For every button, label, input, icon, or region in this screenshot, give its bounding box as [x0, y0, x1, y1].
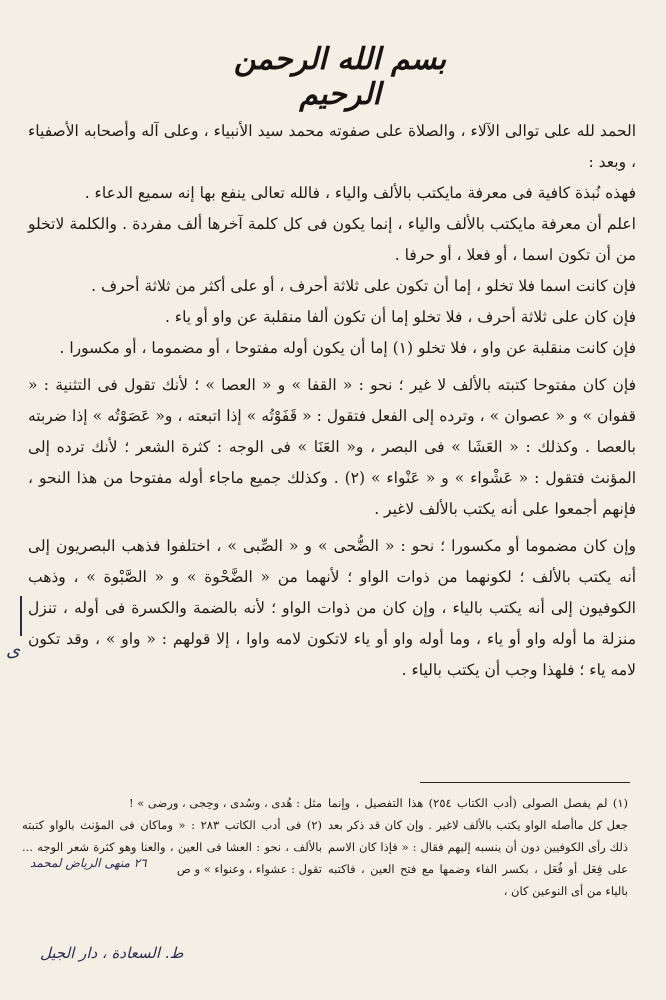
paragraph-damm-kasr: وإن كان مضموما أو مكسورا ؛ نحو : « الضُّحى » و « الصِّبى » ، اختلفوا فذهب البصريون إلى أنه يكتب بالألف ؛ لكونهما من ذوات الواو ؛ لأنهما من « الضَّحْوة » و « الصَّبْوة » ، وذهب الكوفيون إلى أنه يكتب بالياء ، وإن كان من ذوات الواو ؛ لأنه بالضمة والكسرة فى أوله ، تنزل منزلة ما أوله واو أو ياء ، وما أوله واو أو ياء لاتكون لامه واوا ، إلا قولهم : « واو » ، وقد تكون لامه ياء ؛ فلهذا وجب أن يكتب بالياء .: [28, 537, 636, 679]
paragraph-waw-origin: فإن كانت منقلبة عن واو ، فلا تخلو (١) إما أن يكون أوله مفتوحا ، أو مضموما ، أو مكسورا .: [59, 339, 636, 357]
paragraph-three-letters: فإن كان على ثلاثة أحرف ، فلا تخلو إما أن تكون ألفا منقلبة عن واو أو ياء .: [164, 308, 636, 326]
paragraph-purpose: فهذه نُبذة كافية فى معرفة مايكتب بالألف والياء ، فالله تعالى ينفع بها إنه سميع الدعاء .: [84, 184, 636, 202]
handwritten-reference-note: ٢٦ منهى الرياض لمحمد: [30, 856, 147, 870]
footnotes-right-column: [328, 792, 628, 902]
paragraph-fath: فإن كان مفتوحا كتبته بالألف لا غير ؛ نحو : « القفا » و « العصا » ؛ لأنك تقول فى التثنية : « قفوان » و « عصوان » ، وترده إلى الفعل فتقول : « قَفَوْتُه » إذا اتبعته ، و« عَصَوْتُه » إذا ضربته بالعصا . وكذلك : « العَشَا » فى البصر ، و« العَنَا » فى الوجه : كثرة الشعر ؛ لأنك ترده إلى المؤنث فتقول : « عَشْواء » و « عَنْواء » (٢) . وكذلك جميع ماجاء أوله مفتوحا من هذا النحو ، فإنهم أجمعوا على أنه يكتب بالألف لاغير .: [28, 376, 637, 518]
basmala-heading: بسم الله الرحمن الرحيم: [233, 42, 447, 112]
handwritten-bracket-mark: [20, 596, 36, 636]
footnote-1: (١) لم يفصل الصولى (أدب الكتاب ٢٥٤) هذا التفصيل ، وإنما جعل كل ماأصله الواو يكتب بالألف لاغير . وإن كان قد ذكر بعد ذلك رأى الكوفيين دون أن ينسبه إليهم فقال : « فإذا كان الاسم على فِعَل أو فُعَل ، بكسر الفاء وضمها مع فتح العين ، فاكتبه بالياء من أى النوعين كان ،: [328, 796, 628, 898]
paragraph-intro: الحمد لله على توالى الآلاء ، والصلاة على صفوته محمد سيد الأنبياء ، وعلى آله وأصحابه الأصفياء ، وبعد :: [28, 122, 636, 171]
handwritten-margin-note: ى: [6, 640, 21, 661]
footnote-1-continued: مثل : هُدى ، وسُدى ، وحِجى ، ورضى » !: [128, 796, 322, 810]
footnote-divider: [420, 782, 630, 783]
handwritten-edition-note: ط. السعادة ، دار الجيل: [40, 944, 184, 962]
main-text: [28, 116, 636, 686]
paragraph-definition: اعلم أن معرفة مايكتب بالألف والياء ، إنما يكون فى كل كلمة آخرها ألف مفردة . والكلمة لاتخلو من أن تكون اسما ، أو فعلا ، أو حرفا .: [28, 215, 636, 264]
paragraph-noun-letters: فإن كانت اسما فلا تخلو ، إما أن تكون على ثلاثة أحرف ، أو على أكثر من ثلاثة أحرف .: [91, 277, 636, 295]
footnote-2: (٢) فى أدب الكاتب ٢٨٣ : « وماكان فى المؤنث بالواو كتبته بالألف ، نحو : العشا فى العين ، والعنا وهو كثرة شعر الوجه ... تقول : عشواء ، وعنواء » و ص: [22, 818, 323, 876]
